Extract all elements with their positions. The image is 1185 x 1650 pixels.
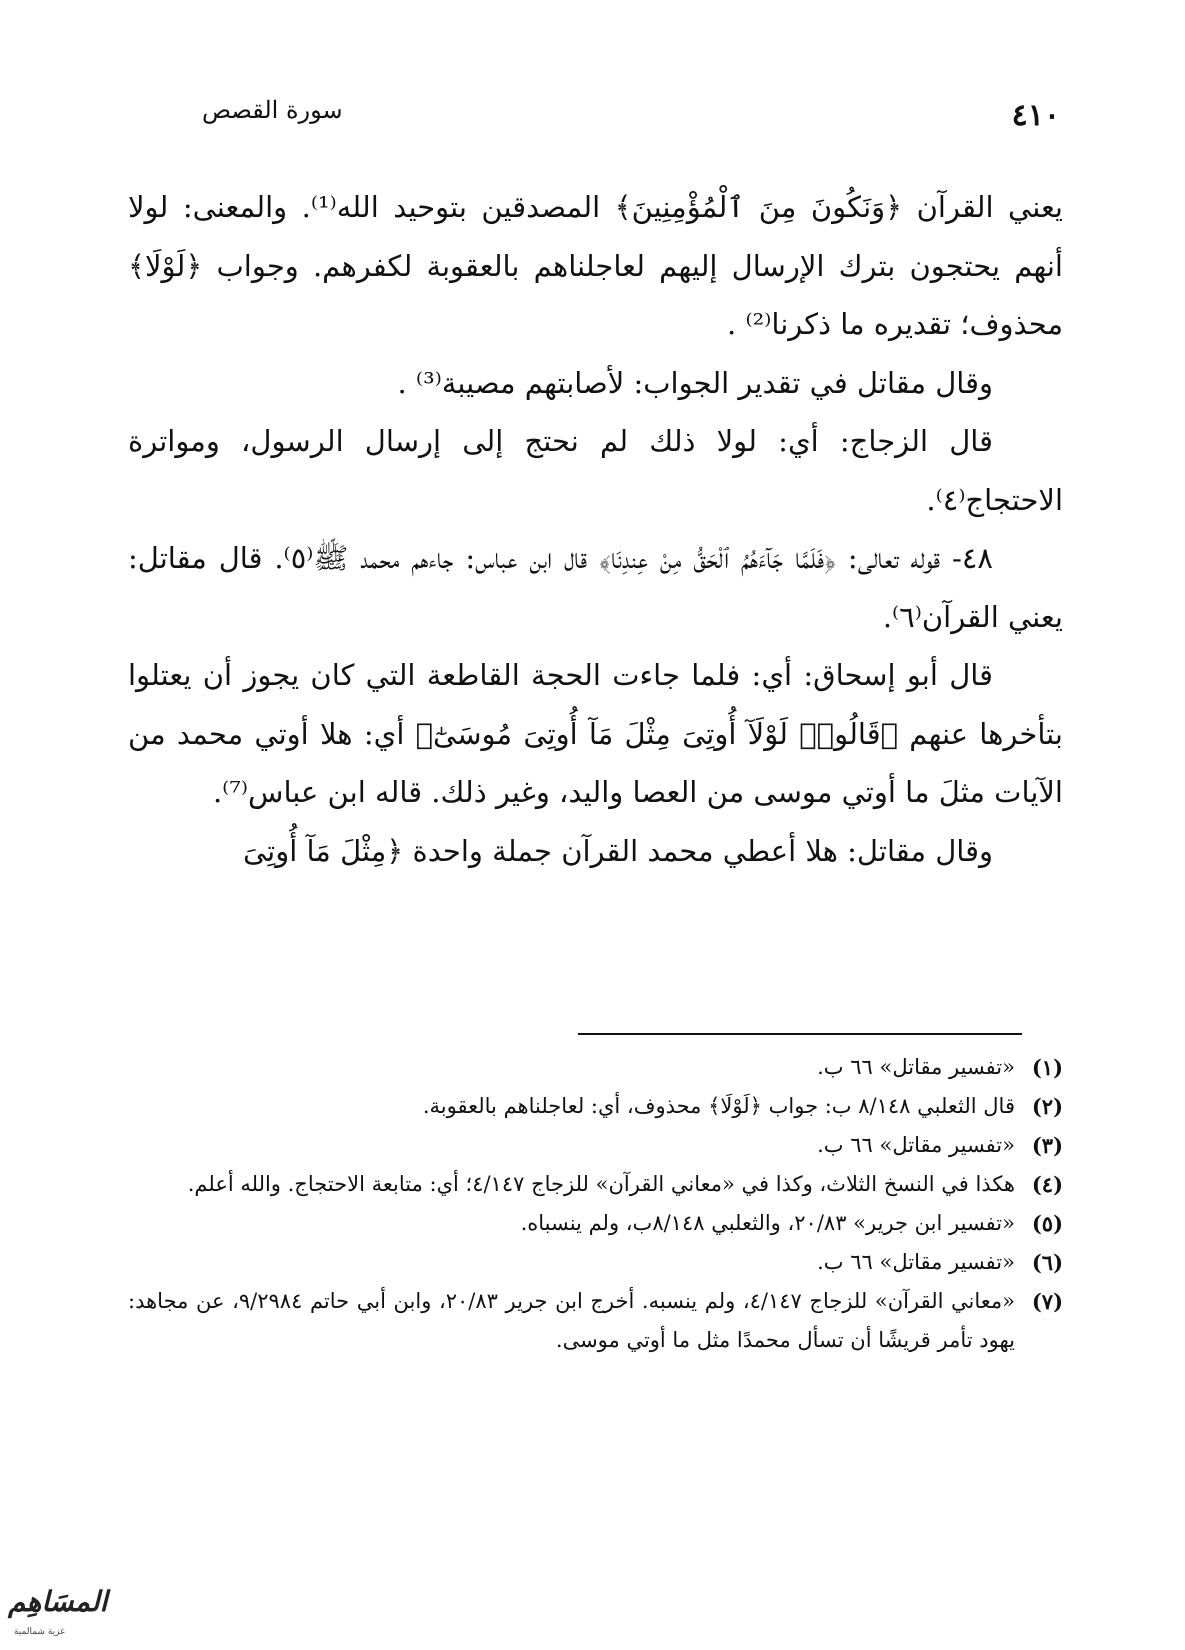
- paragraph-2: وقال مقاتل في تقدير الجواب: لأصابتهم مصيبة⁽³⁾ .: [397, 365, 993, 400]
- footnote-text: «تفسير مقاتل» ٦٦ ب.: [817, 1250, 1015, 1274]
- running-title: سورة القصص: [202, 96, 343, 124]
- footnote-number: (٣): [1031, 1133, 1063, 1158]
- footnote-text: «معاني القرآن» للزجاج ٤/١٤٧، ولم ينسبه. أخرج ابن جرير ٢٠/٨٣، وابن أبي حاتم ٩/٢٩٨٤، عن مجاهد: يهود تأمر قريشًا أن تسأل محمدًا مثل ما أوتي موسى.: [128, 1289, 1015, 1352]
- footnote-2: [128, 1087, 1063, 1126]
- paragraph-1: يعني القرآن ﴿وَنَكُونَ مِنَ ٱلْمُؤْمِنِينَ﴾ المصدقين بتوحيد الله⁽¹⁾. والمعنى: لولا أنهم يحتجون بترك الإرسال إليهم لعاجلناهم بالعقوبة لكفرهم. وجواب ﴿لَوْلَا﴾ محذوف؛ تقديره ما ذكرنا⁽²⁾ .: [128, 190, 1064, 341]
- footnote-7: [128, 1282, 1063, 1360]
- footnote-3: [128, 1126, 1063, 1165]
- footnotes: [128, 1048, 1063, 1360]
- footnote-5: [128, 1204, 1063, 1243]
- footnote-number: (٥): [1031, 1211, 1063, 1236]
- footnote-number: (١): [1031, 1055, 1063, 1080]
- footnote-number: (٢): [1031, 1094, 1063, 1119]
- page-header: [190, 96, 1060, 136]
- footnote-text: «تفسير ابن جرير» ٢٠/٨٣، والثعلبي ٨/١٤٨ب، ولم ينسباه.: [520, 1211, 1015, 1235]
- footnote-number: (٤): [1031, 1172, 1063, 1197]
- paragraph-4: ٤٨- قوله تعالى: ﴿فَلَمَّا جَآءَهُمُ ٱلْحَقُّ مِنْ عِندِنَا﴾ قال ابن عباس: جاءهم محمد ﷺ⁽٥⁾. قال مقاتل: يعني القرآن⁽٦⁾.: [128, 541, 1063, 634]
- footnote-4: [128, 1165, 1063, 1204]
- paragraph-6: وقال مقاتل: هلا أعطي محمد القرآن جملة واحدة ﴿مِثْلَ مَآ أُوتِىَ: [242, 833, 993, 868]
- footnote-text: «تفسير مقاتل» ٦٦ ب.: [817, 1133, 1015, 1157]
- page-number: ٤١٠: [1011, 98, 1060, 133]
- watermark-subtext: غزية شمالمية: [14, 1627, 65, 1637]
- footnote-text: قال الثعلبي ٨/١٤٨ ب: جواب ﴿لَوْلَا﴾ محذوف، أي: لعاجلناهم بالعقوبة.: [422, 1094, 1015, 1118]
- footnote-1: [128, 1048, 1063, 1087]
- publisher-watermark-logo: [6, 1585, 108, 1645]
- main-text: [128, 178, 1063, 880]
- watermark-text: المسَاهِم: [8, 1585, 108, 1618]
- footnote-6: [128, 1243, 1063, 1282]
- footnote-divider: [578, 1033, 1022, 1035]
- paragraph-3: قال الزجاج: أي: لولا ذلك لم نحتج إلى إرسال الرسول، ومواترة الاحتجاج⁽٤⁾.: [128, 424, 1063, 517]
- footnote-number: (٦): [1031, 1250, 1063, 1275]
- footnote-number: (٧): [1031, 1289, 1063, 1314]
- footnote-text: هكذا في النسخ الثلاث، وكذا في «معاني القرآن» للزجاج ٤/١٤٧؛ أي: متابعة الاحتجاج. والله أعلم.: [187, 1172, 1015, 1196]
- paragraph-5: قال أبو إسحاق: أي: فلما جاءت الحجة القاطعة التي كان يجوز أن يعتلوا بتأخرها عنهم ﴿قَالُوا۟ لَوْلَآ أُوتِىَ مِثْلَ مَآ أُوتِىَ مُوسَىٰٓ﴾ أي: هلا أوتي محمد من الآيات مثلَ ما أوتي موسى من العصا واليد، وغير ذلك. قاله ابن عباس⁽⁷⁾.: [128, 658, 1063, 809]
- footnote-text: «تفسير مقاتل» ٦٦ ب.: [817, 1055, 1015, 1079]
